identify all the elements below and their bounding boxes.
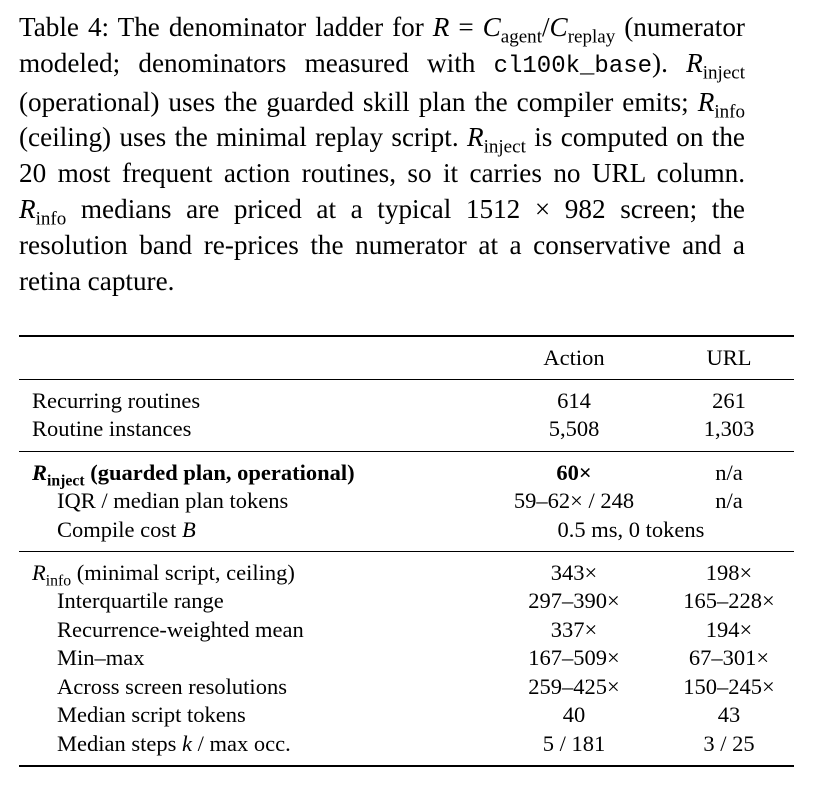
math-r: R — [432, 12, 450, 42]
url-cell: 43 — [717, 702, 741, 727]
action-cell: 167–509× — [528, 645, 620, 670]
caption-text: is computed on the 20 most frequent action routines, so it carries no URL column. — [19, 122, 745, 189]
math-sub-info: info — [35, 208, 67, 230]
table-row-section-title — [19, 459, 794, 490]
action-cell: 343× — [550, 560, 598, 585]
row-label-text: (minimal script, ceiling) — [71, 560, 295, 585]
math-sub-inject: inject — [702, 62, 746, 84]
table-caption — [19, 10, 745, 299]
math-sub-info: info — [45, 572, 72, 590]
row-label-text: (guarded plan, operational) — [84, 460, 355, 485]
math-r-inject: R — [466, 122, 484, 153]
row-label: Routine instances — [32, 416, 192, 441]
action-cell: 5,508 — [548, 416, 600, 441]
row-label: Across screen resolutions — [57, 674, 287, 699]
math-r: R — [32, 460, 48, 485]
math-b: B — [182, 517, 196, 542]
action-cell: 614 — [557, 388, 591, 413]
math-c-replay: C — [549, 12, 568, 42]
math-k: k — [181, 731, 192, 756]
table-row — [19, 487, 794, 515]
row-label: Recurring routines — [32, 388, 201, 413]
url-cell: 194× — [705, 617, 753, 642]
table-row — [19, 415, 794, 443]
spanning-cell: 0.5 ms, 0 tokens — [557, 517, 705, 542]
url-cell: n/a — [715, 460, 743, 485]
row-label-text: / max occ. — [191, 731, 291, 756]
math-eq: = — [449, 12, 483, 42]
action-cell: 297–390× — [528, 588, 620, 613]
url-cell: 165–228× — [683, 588, 775, 613]
top-rule — [19, 335, 794, 337]
math-sub-info: info — [714, 101, 745, 123]
block-rule — [19, 551, 794, 552]
table-row — [19, 587, 794, 615]
table-row — [19, 673, 794, 701]
row-label-text: Median steps — [57, 731, 182, 756]
math-sub-inject: inject — [47, 472, 85, 490]
url-cell: 3 / 25 — [703, 731, 755, 756]
caption-text: (numerator modeled; denominators measured with — [19, 12, 745, 78]
table-row — [19, 644, 794, 672]
row-label — [57, 730, 291, 758]
block-rule — [19, 451, 794, 452]
caption-text: (operational) uses the guarded skill plan the compiler emits; — [19, 86, 698, 117]
math-sub-replay: replay — [567, 26, 616, 48]
action-cell: 59–62× / 248 — [513, 488, 635, 513]
math-sub-agent: agent — [500, 26, 542, 48]
action-cell: 337× — [550, 617, 598, 642]
action-cell: 5 / 181 — [542, 731, 606, 756]
table-row — [19, 701, 794, 729]
table-row-section-title — [19, 559, 794, 590]
table-header-row — [19, 344, 794, 372]
url-cell: 1,303 — [703, 416, 755, 441]
url-cell: 150–245× — [683, 674, 775, 699]
math-sub-inject: inject — [483, 137, 526, 159]
row-label-text: Compile cost — [57, 517, 182, 542]
row-label: Interquartile range — [57, 588, 224, 613]
action-cell: 60× — [556, 460, 592, 485]
column-header-url: URL — [706, 345, 752, 370]
caption-text: ). — [652, 47, 687, 78]
math-r: R — [32, 560, 46, 585]
action-cell: 40 — [562, 702, 586, 727]
caption-text: medians are priced at a typical 1512 × 982 screen; the resolution band re-prices the numerator at a conservative and a retina capture. — [19, 193, 745, 296]
caption-text: The denominator ladder for — [109, 12, 433, 42]
row-label — [32, 459, 355, 490]
row-label — [32, 559, 295, 590]
math-r-info: R — [19, 193, 36, 224]
column-header-action: Action — [543, 345, 605, 370]
tokenizer-name: cl100k_base — [493, 52, 653, 80]
math-r-inject: R — [686, 47, 703, 78]
row-label — [57, 516, 196, 544]
url-cell: 198× — [705, 560, 753, 585]
url-cell: 261 — [712, 388, 746, 413]
row-label: Median script tokens — [57, 702, 246, 727]
row-label: IQR / median plan tokens — [57, 488, 289, 513]
math-slash: / — [541, 12, 550, 42]
row-label: Min–max — [57, 645, 145, 670]
row-label: Recurrence-weighted mean — [57, 617, 304, 642]
math-c-agent: C — [482, 12, 501, 42]
url-cell: 67–301× — [688, 645, 770, 670]
action-cell: 259–425× — [528, 674, 620, 699]
bottom-rule — [19, 765, 794, 767]
table-row — [19, 516, 794, 544]
url-cell: n/a — [715, 488, 743, 513]
table-row — [19, 730, 794, 758]
caption-text: (ceiling) uses the minimal replay script. — [19, 122, 467, 153]
header-rule — [19, 379, 794, 380]
table-row — [19, 387, 794, 415]
caption-label: Table 4: — [19, 12, 110, 42]
math-r-info: R — [697, 86, 715, 117]
table-row — [19, 616, 794, 644]
